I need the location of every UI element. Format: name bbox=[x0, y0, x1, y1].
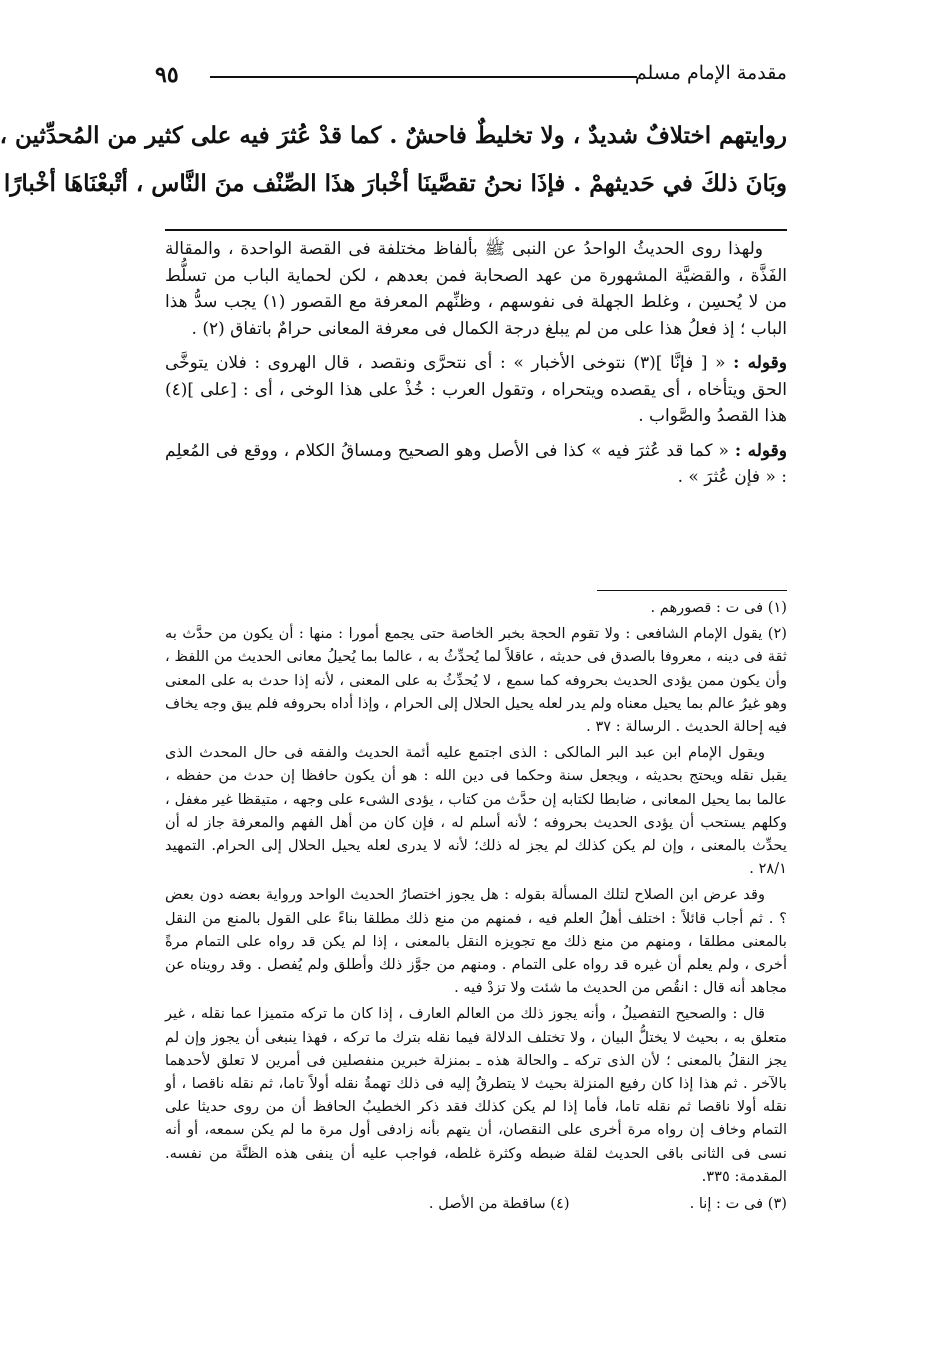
commentary-lead-2: وقوله : bbox=[733, 353, 787, 373]
footnotes-3-4 bbox=[165, 1192, 787, 1215]
footnote-2-part-3: وقد عرض ابن الصلاح لتلك المسألة بقوله : هل يجوز اختصارُ الحديث الواحد ورواية بعضه دون بعض ؟ . ثم أجاب قائلاً : اختلف أهلُ العلم فيه ، فمنهم من منع ذلك مطلقا بناءً على القول بالمنع من النقل بالمعنى مطلقا ، ومنهم من منع ذلك مع تجويزه النقل بالمعنى ، إذا لم يكن قد رواه على التمام مرةً أخرى ، ولم يعلم أن غيره قد رواه على التمام . ومنهم من جوَّز ذلك وأطلق ولم يُفصل . وقد رويناه عن مجاهد أنه قال : انقُص من الحديث ما شئت ولا تزدْ فيه . bbox=[165, 886, 787, 997]
footnote-2-part-2: ويقول الإمام ابن عبد البر المالكى : الذى اجتمع عليه أئمة الحديث والفقه فى حال المحدث الذى يقبل نقله ويحتج بحديثه ، ويجعل سنة وحكما فى دين الله : هو أن يكون حافظا إن حدث من حفظه ، عالما بما يحيل المعانى ، ضابطا لكتابه إن حدَّث من كتاب ، يؤدى الشىء على وجهه ، متيقظا غير مغفل ، وكلهم يستحب أن يؤدى الحديث بحروفه ؛ لأنه أسلم له ، فإن كان من أهل الفهم والمعرفة جاز له أن يحدِّث بالمعنى ، وإن لم يكن كذلك لم يجز له ذلك؛ لأنه لا يدرى لعله يحيل الحلال إلى الحرام. التمهيد ٢٨/١ . bbox=[165, 744, 787, 878]
commentary-paragraph-2 bbox=[165, 350, 787, 430]
main-text bbox=[0, 112, 787, 208]
header-rule bbox=[210, 76, 637, 78]
page-header bbox=[155, 58, 787, 88]
footnote-1: (١) فى ت : قصورهم . bbox=[650, 599, 787, 616]
footnotes bbox=[165, 596, 787, 1215]
footnote-2-part-1: (٢) يقول الإمام الشافعى : ولا تقوم الحجة بخبر الخاصة حتى يجمع أمورا : منها : أن يكون من حدَّث به ثقة فى دينه ، معروفا بالصدق فى حديثه ، عاقلاً لما يُحدِّثُ به ، عالما بما يُحيلُ معانى الحديث من اللفظ ، وأن يكون ممن يؤدى الحديث بحروفه كما سمع ، لا يُحدِّثُ به على المعنى ، لأنه إذا حدث به على المعنى وهو غيرُ عالم بما يحيل معناه ولم يدر لعله يحيل الحلال إلى الحرام ، وإذا أداه بحروفه فلم يبق وجه يخاف فيه إحالة الحديث . الرسالة : ٣٧ . bbox=[165, 625, 787, 736]
running-title: مقدمة الإمام مسلم bbox=[634, 62, 787, 84]
commentary-body-3: « كما قد عُثرَ فيه » كذا فى الأصل وهو الصحيح ومساقُ الكلام ، ووقع فى المُعلِم : « فإن عُثرَ » . bbox=[165, 440, 787, 487]
footnote-divider bbox=[597, 590, 787, 591]
page-number: ٩٥ bbox=[155, 62, 179, 88]
footnote-4: (٤) ساقطة من الأصل . bbox=[428, 1195, 570, 1213]
main-text-line-2: وبَانَ ذلكَ في حَديثهمْ . فإذَا نحنُ تقصَّينَا أخْبارَ هذَا الصِّنْف منَ النَّاس ، أتْبعْنَاهَا أخْبارًا bbox=[3, 170, 787, 197]
main-text-line-1: روايتهم اختلافٌ شديدٌ ، ولا تخليطٌ فاحشٌ . كما قدْ عُثرَ فيه على كثير من المُحدِّثين ، bbox=[0, 122, 787, 149]
commentary bbox=[165, 236, 787, 499]
commentary-paragraph-3 bbox=[165, 438, 787, 491]
commentary-paragraph-1: ولهذا روى الحديثُ الواحدُ عن النبى ﷺ بألفاظ مختلفة فى القصة الواحدة ، والمقالة الفَذَّة ، والقضيَّة المشهورة من عهد الصحابة فمن بعدهم ، لكن لحماية الباب من تسلُّط من لا يُحسِن ، وغلط الجهلة فى نفوسهم ، وظنِّهم المعرفة مع القصور (١) يجب سدُّ هذا الباب ؛ إذ فعلُ هذا على من لم يبلغ درجة الكمال فى معرفة المعانى حرامٌ باتفاق (٢) . bbox=[165, 239, 787, 339]
footnote-2-part-4: قال : والصحيح التفصيلُ ، وأنه يجوز ذلك من العالم العارف ، إذا كان ما تركه متميزا عما نقله ، غير متعلق به ، بحيث لا يختلُّ البيان ، ولا تختلف الدلالة فيما نقله بترك ما تركه ، فهذا ينبغى أن يجوز وإن لم يجز النقلُ بالمعنى ؛ لأن الذى تركه ـ والحالة هذه ـ بمنزلة خبرين منفصلين فى أمرين لا تعلق لأحدهما بالآخر . ثم هذا إذا كان رفيع المنزلة بحيث لا يتطرقُ إليه فى ذلك تهمةُ نقله أولاً تاما، ثم نقله ناقصا ، أو نقله أولا ناقصا ثم نقله تاما، فأما إذا لم يكن كذلك فقد ذكر الخطيبُ الحافظ أن من روى حديثا على التمام وخاف إن رواه مرة أخرى على النقصان، أن يتهم بأنه زادفى أول مرة ما لم يكن سمعه، أو أنه نسى فى الثانى باقى الحديث لقلة ضبطه وكثرة غلطه، فواجب عليه أن ينفى هذه الظنَّة من نفسه. المقدمة: ٣٣٥. bbox=[165, 1005, 787, 1185]
footnote-3: (٣) فى ت : إنا . bbox=[689, 1195, 787, 1213]
commentary-lead-3: وقوله : bbox=[734, 440, 787, 461]
commentary-body-2: « [ فإنَّا ](٣) نتوخى الأخبار » : أى نتحرَّى ونقصد ، قال الهروى : فلان يتوخَّى الحق ويتأخاه ، أى يقصده ويتحراه ، وتقول العرب : خُذْ على هذا الوخى ، أى : [على ](٤) هذا القصدُ والصَّواب . bbox=[165, 353, 787, 426]
section-divider bbox=[165, 229, 787, 231]
